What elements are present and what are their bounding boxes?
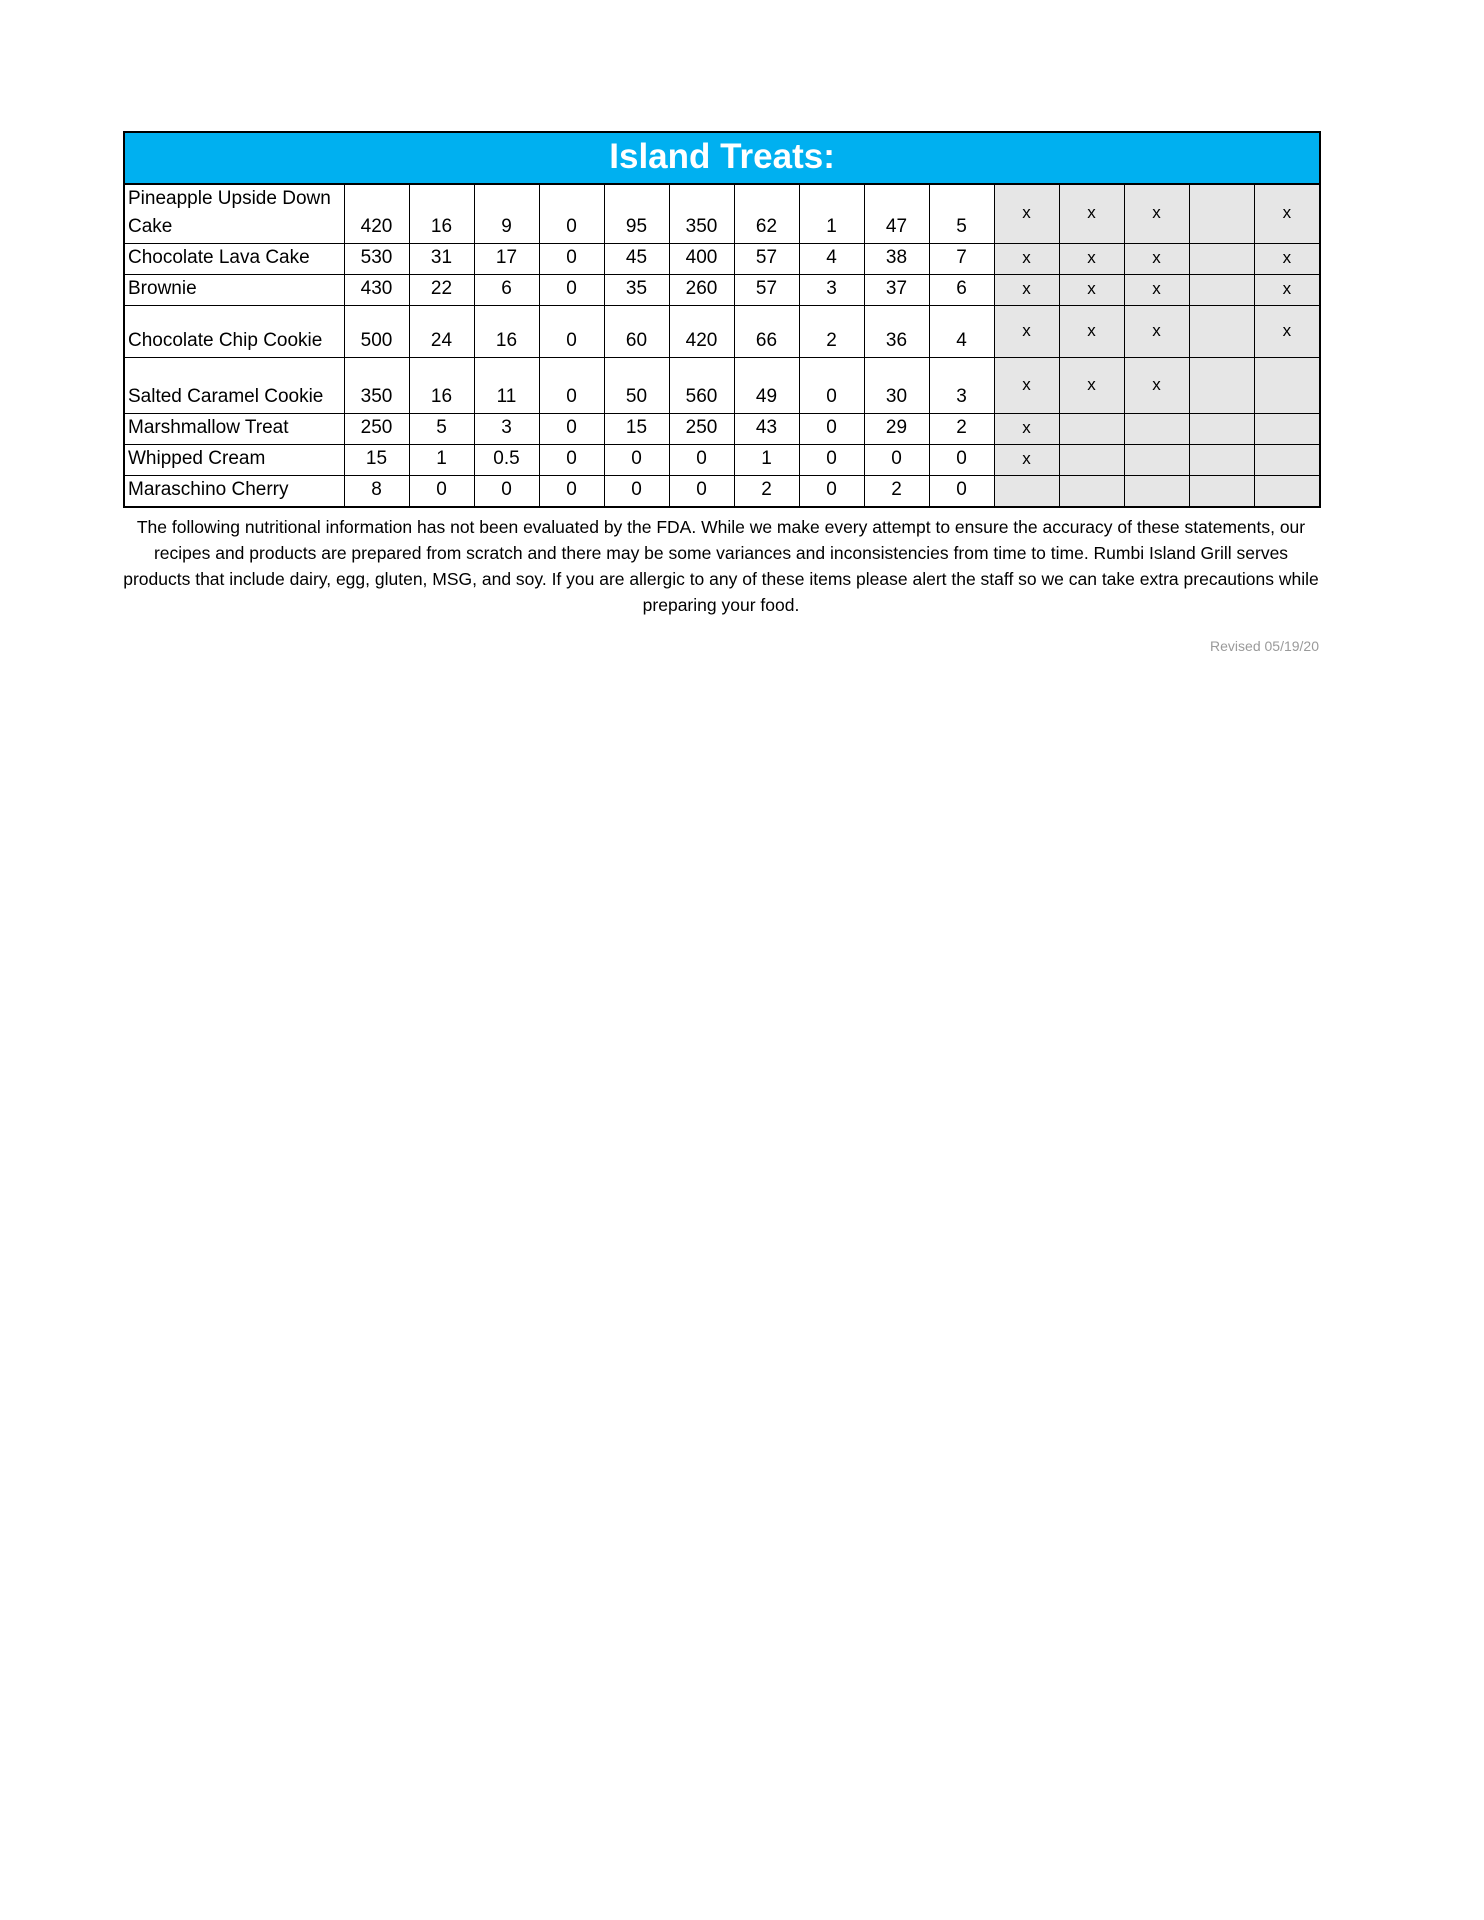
value-cell: 60 bbox=[604, 306, 669, 358]
value-cell: 6 bbox=[474, 275, 539, 306]
allergen-cell: x bbox=[1059, 358, 1124, 414]
value-cell: 15 bbox=[344, 445, 409, 476]
value-cell: 45 bbox=[604, 244, 669, 275]
allergen-cell bbox=[1189, 184, 1254, 244]
allergen-cell: x bbox=[1124, 358, 1189, 414]
value-cell: 30 bbox=[864, 358, 929, 414]
value-cell: 1 bbox=[734, 445, 799, 476]
value-cell: 0 bbox=[864, 445, 929, 476]
value-cell: 2 bbox=[734, 476, 799, 508]
item-name: Chocolate Chip Cookie bbox=[124, 306, 344, 358]
table-row bbox=[124, 244, 1320, 275]
value-cell: 0 bbox=[409, 476, 474, 508]
allergen-cell: x bbox=[1059, 184, 1124, 244]
allergen-cell: x bbox=[994, 244, 1059, 275]
value-cell: 5 bbox=[409, 414, 474, 445]
value-cell: 11 bbox=[474, 358, 539, 414]
item-name: Brownie bbox=[124, 275, 344, 306]
allergen-cell: x bbox=[1124, 306, 1189, 358]
table-row bbox=[124, 275, 1320, 306]
value-cell: 260 bbox=[669, 275, 734, 306]
value-cell: 43 bbox=[734, 414, 799, 445]
allergen-cell: x bbox=[1254, 244, 1320, 275]
value-cell: 420 bbox=[344, 184, 409, 244]
value-cell: 3 bbox=[474, 414, 539, 445]
allergen-cell: x bbox=[1254, 275, 1320, 306]
value-cell: 500 bbox=[344, 306, 409, 358]
value-cell: 0 bbox=[604, 445, 669, 476]
value-cell: 66 bbox=[734, 306, 799, 358]
value-cell: 0 bbox=[539, 306, 604, 358]
value-cell: 0 bbox=[539, 414, 604, 445]
value-cell: 3 bbox=[799, 275, 864, 306]
value-cell: 0 bbox=[539, 358, 604, 414]
allergen-cell bbox=[1189, 445, 1254, 476]
value-cell: 38 bbox=[864, 244, 929, 275]
item-name: Salted Caramel Cookie bbox=[124, 358, 344, 414]
allergen-cell bbox=[1189, 476, 1254, 508]
allergen-cell: x bbox=[1124, 244, 1189, 275]
value-cell: 0 bbox=[539, 476, 604, 508]
value-cell: 400 bbox=[669, 244, 734, 275]
value-cell: 31 bbox=[409, 244, 474, 275]
allergen-cell bbox=[1254, 358, 1320, 414]
table-title: Island Treats: bbox=[124, 132, 1320, 184]
revised-date: Revised 05/19/20 bbox=[1210, 638, 1319, 654]
value-cell: 250 bbox=[344, 414, 409, 445]
value-cell: 49 bbox=[734, 358, 799, 414]
allergen-cell: x bbox=[1124, 184, 1189, 244]
value-cell: 0 bbox=[799, 445, 864, 476]
allergen-cell bbox=[1189, 275, 1254, 306]
value-cell: 350 bbox=[344, 358, 409, 414]
value-cell: 350 bbox=[669, 184, 734, 244]
island-treats-table bbox=[123, 131, 1321, 508]
value-cell: 22 bbox=[409, 275, 474, 306]
value-cell: 420 bbox=[669, 306, 734, 358]
value-cell: 50 bbox=[604, 358, 669, 414]
allergen-cell: x bbox=[994, 445, 1059, 476]
table-row bbox=[124, 476, 1320, 508]
allergen-cell: x bbox=[994, 358, 1059, 414]
value-cell: 8 bbox=[344, 476, 409, 508]
allergen-cell bbox=[1124, 476, 1189, 508]
value-cell: 5 bbox=[929, 184, 994, 244]
value-cell: 95 bbox=[604, 184, 669, 244]
value-cell: 16 bbox=[409, 358, 474, 414]
value-cell: 0 bbox=[474, 476, 539, 508]
value-cell: 1 bbox=[799, 184, 864, 244]
value-cell: 17 bbox=[474, 244, 539, 275]
value-cell: 6 bbox=[929, 275, 994, 306]
value-cell: 16 bbox=[409, 184, 474, 244]
allergen-cell: x bbox=[1254, 306, 1320, 358]
value-cell: 2 bbox=[929, 414, 994, 445]
value-cell: 1 bbox=[409, 445, 474, 476]
allergen-cell: x bbox=[1254, 184, 1320, 244]
allergen-cell bbox=[1254, 476, 1320, 508]
allergen-cell bbox=[994, 476, 1059, 508]
value-cell: 15 bbox=[604, 414, 669, 445]
value-cell: 24 bbox=[409, 306, 474, 358]
item-name: Maraschino Cherry bbox=[124, 476, 344, 508]
value-cell: 2 bbox=[799, 306, 864, 358]
allergen-cell bbox=[1189, 414, 1254, 445]
value-cell: 57 bbox=[734, 275, 799, 306]
value-cell: 0 bbox=[669, 476, 734, 508]
table-row bbox=[124, 414, 1320, 445]
value-cell: 36 bbox=[864, 306, 929, 358]
allergen-cell: x bbox=[994, 306, 1059, 358]
item-name: Whipped Cream bbox=[124, 445, 344, 476]
value-cell: 0 bbox=[539, 275, 604, 306]
value-cell: 0 bbox=[669, 445, 734, 476]
value-cell: 430 bbox=[344, 275, 409, 306]
value-cell: 37 bbox=[864, 275, 929, 306]
value-cell: 0 bbox=[539, 244, 604, 275]
allergen-cell bbox=[1189, 244, 1254, 275]
value-cell: 4 bbox=[929, 306, 994, 358]
allergen-cell: x bbox=[1059, 306, 1124, 358]
table-body bbox=[124, 132, 1320, 507]
value-cell: 16 bbox=[474, 306, 539, 358]
value-cell: 0 bbox=[539, 445, 604, 476]
item-name: Marshmallow Treat bbox=[124, 414, 344, 445]
allergen-cell: x bbox=[994, 275, 1059, 306]
value-cell: 0 bbox=[539, 184, 604, 244]
allergen-cell: x bbox=[1059, 275, 1124, 306]
value-cell: 250 bbox=[669, 414, 734, 445]
value-cell: 35 bbox=[604, 275, 669, 306]
value-cell: 29 bbox=[864, 414, 929, 445]
allergen-cell bbox=[1124, 414, 1189, 445]
allergen-cell: x bbox=[1059, 244, 1124, 275]
nutrition-sheet bbox=[123, 131, 1319, 654]
value-cell: 62 bbox=[734, 184, 799, 244]
table-row bbox=[124, 306, 1320, 358]
value-cell: 560 bbox=[669, 358, 734, 414]
allergen-cell: x bbox=[1124, 275, 1189, 306]
allergen-cell bbox=[1189, 358, 1254, 414]
allergen-cell: x bbox=[994, 184, 1059, 244]
allergen-cell bbox=[1059, 414, 1124, 445]
value-cell: 47 bbox=[864, 184, 929, 244]
value-cell: 9 bbox=[474, 184, 539, 244]
item-name: Chocolate Lava Cake bbox=[124, 244, 344, 275]
allergen-cell bbox=[1254, 414, 1320, 445]
allergen-cell bbox=[1189, 306, 1254, 358]
value-cell: 3 bbox=[929, 358, 994, 414]
value-cell: 0 bbox=[799, 476, 864, 508]
value-cell: 0 bbox=[929, 445, 994, 476]
allergen-cell bbox=[1059, 476, 1124, 508]
table-row bbox=[124, 184, 1320, 244]
value-cell: 0 bbox=[604, 476, 669, 508]
value-cell: 0 bbox=[799, 358, 864, 414]
allergen-cell bbox=[1059, 445, 1124, 476]
value-cell: 0 bbox=[799, 414, 864, 445]
title-row bbox=[124, 132, 1320, 184]
value-cell: 0.5 bbox=[474, 445, 539, 476]
value-cell: 0 bbox=[929, 476, 994, 508]
item-name: Pineapple Upside Down Cake bbox=[124, 184, 344, 244]
table-row bbox=[124, 445, 1320, 476]
allergen-cell bbox=[1124, 445, 1189, 476]
allergen-cell bbox=[1254, 445, 1320, 476]
value-cell: 57 bbox=[734, 244, 799, 275]
fda-disclaimer: The following nutritional information has not been evaluated by the FDA. While we make every attempt to ensure the accuracy of these statements, our recipes and products are prepared from scratch and there may be some variances and inconsistencies from time to time. Rumbi Island Grill serves products that include dairy, egg, gluten, MSG, and soy. If you are allergic to any of these items please alert the staff so we can take extra precautions while preparing your food. bbox=[123, 517, 1319, 615]
allergen-cell: x bbox=[994, 414, 1059, 445]
value-cell: 4 bbox=[799, 244, 864, 275]
table-row bbox=[124, 358, 1320, 414]
value-cell: 2 bbox=[864, 476, 929, 508]
value-cell: 7 bbox=[929, 244, 994, 275]
value-cell: 530 bbox=[344, 244, 409, 275]
